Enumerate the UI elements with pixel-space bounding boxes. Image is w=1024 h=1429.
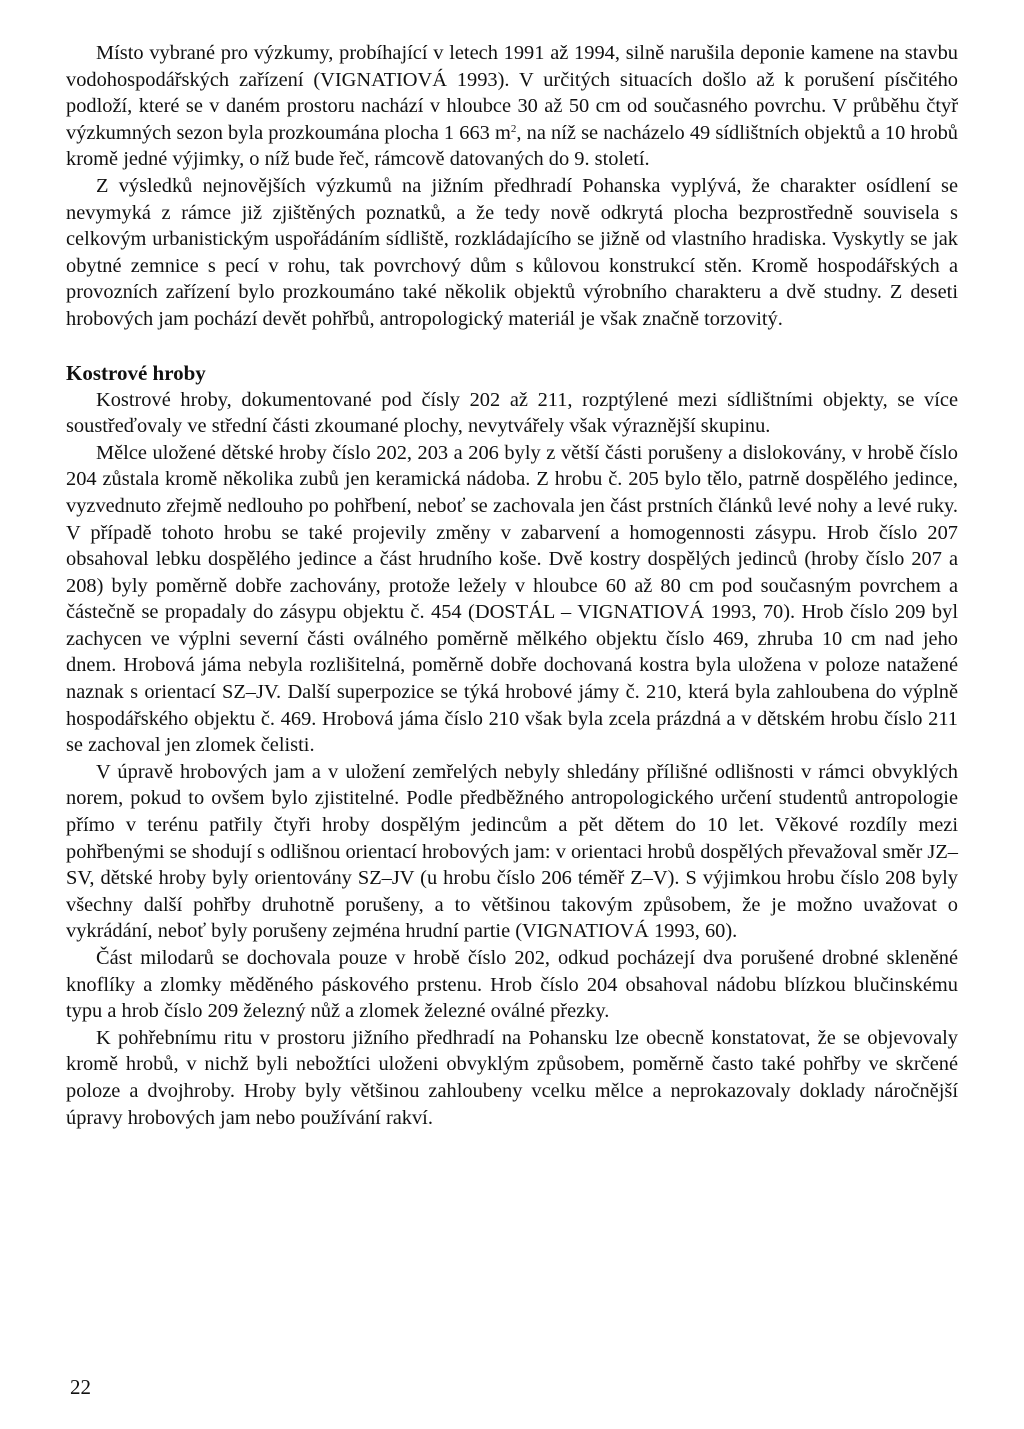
section-paragraph-2: Mělce uložené dětské hroby číslo 202, 203 a 206 byly z větší části porušeny a dislokovány, v hrobě číslo 204 zůstala kromě několika zubů jen keramická nádoba. Z hrobu č. 205 bylo tělo, patrně dospělého jedince, vyzvednuto zřejmě nedlouho po pohřbení, neboť se zachovala jen část prstních článků levé nohy a levé ruky. V případě tohoto hrobu se také projevily změny v zabarvení a homogennosti zásypu. Hrob číslo 207 obsahoval lebku dospělého jedince a část hrudního koše. Dvě kostry dospělých jedinců (hroby číslo 207 a 208) byly poměrně dobře zachovány, protože ležely v hloubce 60 až 80 cm pod současným povrchem a částečně se propadaly do zásypu objektu č. 454 (DOSTÁL – VIGNATIOVÁ 1993, 70). Hrob číslo 209 byl zachycen ve výplni severní části oválného poměrně mělkého objektu číslo 469, zhruba 10 cm nad jeho dnem. Hrobová jáma nebyla rozlišitelná, poměrně dobře dochovaná kostra byla uložena v poloze natažené naznak s orientací SZ–JV. Další superpozice se týká hrobové jámy č. 210, která byla zahloubena do výplně hospodářského objektu č. 469. Hrobová jáma číslo 210 však byla zcela prázdná a v dětském hrobu číslo 211 se zachoval jen zlomek čelisti. bbox=[66, 441, 958, 757]
intro-paragraph-1-text: Místo vybrané pro výzkumy, probíhající v letech 1991 až 1994, silně narušila deponie kamene na stavbu vodohospodářských zařízení (VIGNATIOVÁ 1993). V určitých situacích došlo až k porušení písčitého podloží, které se v daném prostoru nachází v hloubce 30 až 50 cm od současného povrchu. V průběhu čtyř výzkumných sezon byla prozkoumána plocha 1 663 m bbox=[66, 42, 958, 144]
section-heading: Kostrové hroby bbox=[66, 360, 206, 385]
section-spacer bbox=[66, 333, 958, 360]
intro-paragraph-2: Z výsledků nejnovějších výzkumů na jižním předhradí Pohanska vyplývá, že charakter osídlení se nevymyká z rámce již zjištěných poznatků, a že tedy nově odkrytá plocha bezprostředně souvisela s celkovým urbanistickým uspořádáním sídliště, rozkládajícího se jižně od vlastního hradiska. Vyskytly se jak obytné zemnice s pecí v rohu, tak povrchový dům s kůlovou konstrukcí stěn. Kromě hospodářských a provozních zařízení bylo prozkoumáno také několik objektů výrobního charakteru a dvě studny. Z deseti hrobových jam pochází devět pohřbů, antropologický materiál je však značně torzovitý. bbox=[66, 174, 958, 330]
section-paragraph-4: Část milodarů se dochovala pouze v hrobě číslo 202, odkud pocházejí dva porušené drobné skleněné knoflíky a zlomky měděného páskového prstenu. Hrob číslo 204 obsahoval nádobu blízkou blučinskému typu a hrob číslo 209 železný nůž a zlomek železné oválné přezky. bbox=[66, 947, 958, 1023]
section-paragraph-3: V úpravě hrobových jam a v uložení zemřelých nebyly shledány přílišné odlišnosti v rámci obvyklých norem, pokud to ovšem bylo zjistitelné. Podle předběžného antropologického určení studentů antropologie přímo v terénu patřily čtyři hroby dospělým jedincům a pět dětem do 10 let. Věkové rozdíly mezi pohřbenými se shodují s odlišnou orientací hrobových jam: v orientaci hrobů dospělých převažoval směr JZ–SV, dětské hroby byly orientovány SZ–JV (u hrobu číslo 206 téměř Z–V). S výjimkou hrobu číslo 208 byly všechny další pohřby druhotně porušeny, a to většinou takovým způsobem, že je možno uvažovat o vykrádání, neboť byly porušeny zejména hrudní partie (VIGNATIOVÁ 1993, 60). bbox=[66, 760, 958, 943]
intro-paragraph-1 bbox=[66, 40, 958, 173]
page-body bbox=[66, 40, 958, 1131]
section-paragraph-1: Kostrové hroby, dokumentované pod čísly 202 až 211, rozptýlené mezi sídlištními objekty, se více soustřeďovaly ve střední části zkoumané plochy, nevytvářely však výraznější skupinu. bbox=[66, 388, 958, 438]
section-paragraph-5: K pohřebnímu ritu v prostoru jižního předhradí na Pohansku lze obecně konstatovat, že se objevovaly kromě hrobů, v nichž byli nebožtíci uloženi obvyklým způsobem, poměrně často také pohřby ve skrčené poloze a dvojhroby. Hroby byly většinou zahloubeny vcelku mělce a neprokazovaly doklady náročnější úpravy hrobových jam nebo používání rakví. bbox=[66, 1026, 958, 1129]
area-unit-superscript: 2 bbox=[510, 122, 517, 135]
page-number: 22 bbox=[70, 1375, 91, 1399]
intro-paragraph-1-text-end: , na níž se nacházelo 49 sídlištních objektů a 10 hrobů kromě jedné výjimky, o níž bude řeč, rámcově datovaných do 9. století. bbox=[66, 121, 958, 171]
